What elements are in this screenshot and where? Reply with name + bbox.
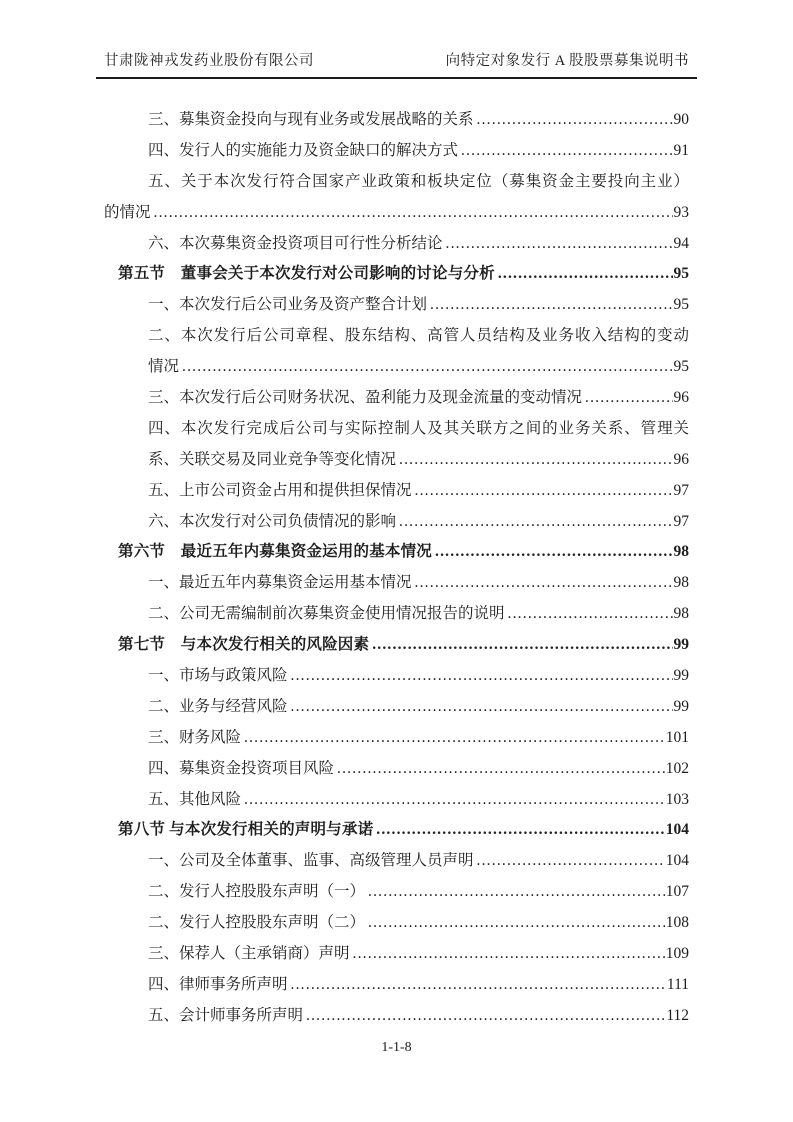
- dot-leader: [399, 507, 672, 538]
- page-number: 101: [665, 728, 689, 746]
- dot-leader: [376, 815, 664, 846]
- page-number: 104: [665, 852, 689, 870]
- dot-leader: [508, 599, 673, 630]
- page-number: 107: [665, 883, 689, 901]
- page-number: 93: [673, 203, 689, 221]
- toc-entry-text: 一、市场与政策风险: [148, 667, 288, 685]
- dot-leader: [291, 692, 673, 723]
- toc-entry-row: [104, 352, 689, 383]
- dot-leader: [372, 630, 672, 661]
- table-of-contents: [104, 105, 689, 1032]
- page-number: 96: [673, 450, 689, 468]
- dot-leader: [306, 1001, 665, 1032]
- toc-entry-row: [104, 198, 689, 229]
- page-number: 103: [665, 790, 689, 808]
- page-number: 95: [673, 358, 689, 376]
- toc-entry-text: 三、本次发行后公司财务状况、盈利能力及现金流量的变动情况: [148, 389, 583, 407]
- dot-leader: [446, 229, 673, 260]
- toc-entry-text: 五、上市公司资金占用和提供担保情况: [148, 481, 412, 499]
- toc-entry-row: [104, 568, 689, 599]
- dot-leader: [291, 970, 666, 1001]
- dot-leader: [291, 661, 673, 692]
- toc-entry-text: 的情况: [104, 203, 151, 221]
- toc-entry-text: 五、其他风险: [148, 790, 242, 808]
- page-number: 95: [673, 265, 689, 283]
- dot-leader: [461, 136, 672, 167]
- dot-leader: [368, 908, 665, 939]
- toc-entry-text: 第八节 与本次发行相关的声明与承诺: [118, 821, 374, 839]
- toc-entry-text: 二、公司无需编制前次募集资金使用情况报告的说明: [148, 605, 505, 623]
- toc-entry-row: [104, 321, 689, 352]
- toc-section-row: [104, 815, 689, 846]
- dot-leader: [585, 383, 672, 414]
- page-number: 99: [673, 636, 689, 654]
- page-number: 97: [673, 481, 689, 499]
- dot-leader: [337, 754, 665, 785]
- dot-leader: [430, 290, 672, 321]
- toc-entry-text: 五、会计师事务所声明: [148, 1006, 304, 1024]
- header-doc-title: 向特定对象发行 A 股股票募集说明书: [445, 53, 689, 69]
- toc-entry-row: [104, 507, 689, 538]
- toc-entry-text: 五、关于本次发行符合国家产业政策和板块定位（募集资金主要投向主业）: [148, 172, 689, 190]
- header-company-name: 甘肃陇神戎发药业股份有限公司: [104, 53, 314, 69]
- toc-entry-text: 第七节 与本次发行相关的风险因素: [118, 636, 370, 654]
- toc-entry-text: 系、关联交易及同业竞争等变化情况: [148, 450, 397, 468]
- page-number: 104: [665, 821, 689, 839]
- toc-entry-row: [104, 229, 689, 260]
- toc-entry-row: [104, 476, 689, 507]
- dot-leader: [477, 846, 665, 877]
- page-number: 98: [673, 543, 689, 561]
- toc-entry-row: [104, 939, 689, 970]
- page-number: 97: [673, 512, 689, 530]
- toc-entry-text: 情况: [148, 358, 180, 376]
- toc-entry-row: [104, 723, 689, 754]
- dot-leader: [399, 445, 672, 476]
- toc-entry-row: [104, 785, 689, 816]
- page-number: 109: [665, 945, 689, 963]
- toc-entry-text: 二、业务与经营风险: [148, 697, 288, 715]
- toc-entry-row: [104, 290, 689, 321]
- page-number: 91: [673, 141, 689, 159]
- toc-section-row: [104, 630, 689, 661]
- toc-entry-text: 四、发行人的实施能力及资金缺口的解决方式: [148, 141, 459, 159]
- toc-entry-row: [104, 414, 689, 445]
- toc-entry-row: [104, 167, 689, 198]
- toc-entry-text: 二、本次发行后公司章程、股东结构、高管人员结构及业务收入结构的变动: [148, 327, 689, 345]
- toc-section-row: [104, 259, 689, 290]
- toc-entry-row: [104, 1001, 689, 1032]
- page-number: 95: [673, 296, 689, 314]
- toc-entry-row: [104, 970, 689, 1001]
- toc-entry-text: 一、最近五年内募集资金运用基本情况: [148, 574, 412, 592]
- page-number: 111: [666, 975, 689, 993]
- page-number: 90: [673, 111, 689, 128]
- toc-entry-row: [104, 692, 689, 723]
- toc-entry-row: [104, 877, 689, 908]
- page-number: 98: [673, 574, 689, 592]
- page-footer: [0, 1038, 793, 1058]
- toc-entry-text: 三、保荐人（主承销商）声明: [148, 945, 350, 963]
- toc-entry-row: [104, 908, 689, 939]
- toc-entry-text: 二、发行人控股股东声明（一）: [148, 883, 366, 901]
- dot-leader: [415, 476, 673, 507]
- toc-entry-row: [104, 599, 689, 630]
- dot-leader: [368, 877, 665, 908]
- dot-leader: [415, 568, 673, 599]
- dot-leader: [154, 198, 673, 229]
- toc-entry-text: 二、发行人控股股东声明（二）: [148, 914, 366, 932]
- toc-entry-text: 六、本次发行对公司负债情况的影响: [148, 512, 397, 530]
- toc-entry-row: [104, 846, 689, 877]
- page-header: [96, 52, 697, 79]
- page-number: 99: [673, 667, 689, 685]
- dot-leader: [353, 939, 665, 970]
- page-number: 108: [665, 914, 689, 932]
- page-number: 112: [666, 1006, 689, 1024]
- toc-entry-row: [104, 754, 689, 785]
- toc-entry-text: 一、公司及全体董事、监事、高级管理人员声明: [148, 852, 474, 870]
- page-number: 102: [665, 759, 689, 777]
- toc-entry-text: 一、本次发行后公司业务及资产整合计划: [148, 296, 428, 314]
- page-number: 94: [673, 234, 689, 252]
- toc-entry-row: [104, 661, 689, 692]
- dot-leader: [477, 105, 673, 136]
- toc-entry-text: 四、募集资金投资项目风险: [148, 759, 335, 777]
- toc-entry-text: 四、律师事务所声明: [148, 975, 288, 993]
- toc-entry-text: 第五节 董事会关于本次发行对公司影响的讨论与分析: [118, 265, 495, 283]
- dot-leader: [244, 785, 665, 816]
- toc-entry-row: [104, 383, 689, 414]
- toc-entry-text: 三、财务风险: [148, 728, 242, 746]
- page-number: 96: [673, 389, 689, 407]
- dot-leader: [182, 352, 672, 383]
- dot-leader: [435, 537, 672, 568]
- toc-section-row: [104, 537, 689, 568]
- toc-entry-text: 六、本次募集资金投资项目可行性分析结论: [148, 234, 443, 252]
- footer-page-number: 1-1-8: [381, 1039, 412, 1055]
- page-number: 99: [673, 697, 689, 715]
- toc-entry-text: 第六节 最近五年内募集资金运用的基本情况: [118, 543, 433, 561]
- dot-leader: [244, 723, 665, 754]
- dot-leader: [498, 259, 673, 290]
- toc-entry-row: [104, 136, 689, 167]
- toc-entry-text: 四、本次发行完成后公司与实际控制人及其关联方之间的业务关系、管理关: [148, 419, 689, 437]
- page-number: 98: [673, 605, 689, 623]
- toc-entry-text: 三、募集资金投向与现有业务或发展战略的关系: [148, 111, 474, 128]
- toc-entry-row: [104, 445, 689, 476]
- toc-entry-row: [104, 105, 689, 136]
